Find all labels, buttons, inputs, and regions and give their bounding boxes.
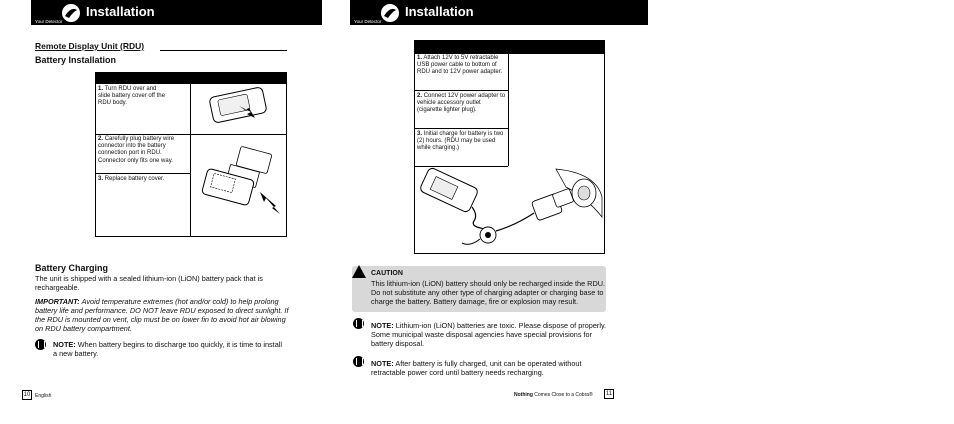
footer-language: English <box>35 393 52 399</box>
charging-cable-illustration <box>416 167 604 253</box>
note-icon <box>35 339 46 350</box>
divider <box>414 90 508 91</box>
important-text: Avoid temperature extremes (hot and/or cold) to help prolong battery life and performance. DO NOT leave RDU exposed to direct sunlight. If the RDU is mounted on vent, clip must be on lower fin to avoid hot air blowing on RDU battery compartment. <box>35 297 289 333</box>
rdu-slide-cover-illustration <box>205 86 273 128</box>
note-icon <box>353 356 364 367</box>
divider <box>95 173 190 174</box>
divider <box>414 128 508 129</box>
left-step-2: 2. Carefully plug battery wire connector into the battery connection port in RDU. Connector only fits one way. <box>98 136 175 164</box>
right-note-1 <box>371 321 607 348</box>
divider <box>190 134 287 135</box>
divider <box>95 134 190 135</box>
right-note-2 <box>371 359 603 377</box>
steps-header <box>415 41 604 54</box>
left-step-1: 1. Turn RDU over and slide battery cover off the RDU body. <box>98 86 165 107</box>
note-label: NOTE: <box>53 340 76 349</box>
right-step-3: 3. Initial charge for battery is two (2) hours. (RDU may be used while charging.) <box>417 131 504 152</box>
note-label: NOTE: <box>371 321 394 330</box>
left-note <box>53 340 285 358</box>
section-underline <box>160 50 287 51</box>
battery-installation-title: Battery Installation <box>35 55 117 65</box>
note-text: When battery begins to discharge too quickly, it is time to install a new battery. <box>53 340 283 358</box>
caution-label: CAUTION <box>371 270 403 277</box>
right-header-bar <box>350 0 648 25</box>
warning-icon <box>352 265 366 278</box>
page-number-right: 11 <box>605 391 613 397</box>
logo-subtitle: Your Detector <box>35 19 63 24</box>
divider <box>190 83 191 237</box>
section-title: Remote Display Unit (RDU) <box>35 41 145 51</box>
note-text: Lithium-ion (LiON) batteries are toxic. Please dispose of properly. Some municipal waste disposal agencies have special provisions for battery disposal. <box>371 321 607 348</box>
rdu-battery-connect-illustration <box>200 146 282 214</box>
page-number-left: 10 <box>23 392 31 398</box>
note-icon <box>353 318 364 329</box>
divider <box>508 53 509 166</box>
footer-tagline: Nothing Comes Close to a Cobra® <box>514 392 593 398</box>
cobra-logo <box>354 2 406 24</box>
page-title: Installation <box>86 4 155 19</box>
logo-subtitle: Your Detector <box>354 19 382 24</box>
page-title: Installation <box>405 4 474 19</box>
left-header-bar <box>31 0 322 25</box>
steps-header <box>96 73 286 84</box>
caution-text: This lithium-ion (LiON) battery should only be recharged inside the RDU. Do not substitute any other type of charging adapter or charging base to charge the battery. Battery damage, fire or explosion may result. <box>371 279 606 306</box>
important-label: IMPORTANT: <box>35 297 80 306</box>
important-paragraph <box>35 297 290 333</box>
right-step-1: 1. Attach 12V to 5V retractable USB power cable to bottom of RDU and to 12V power adapter. <box>417 55 503 76</box>
right-step-2: 2. Connect 12V power adapter to vehicle accessory outlet (cigarette lighter plug). <box>417 93 506 114</box>
cobra-logo <box>35 2 87 24</box>
left-step-3: 3. Replace battery cover. <box>98 176 165 182</box>
note-text: After battery is fully charged, unit can be operated without retractable power cord until battery needs recharging. <box>371 359 582 377</box>
note-label: NOTE: <box>371 359 394 368</box>
charging-text: The unit is shipped with a sealed lithium-ion (LiON) battery pack that is rechargeable. <box>35 274 263 292</box>
battery-charging-title: Battery Charging <box>35 263 109 273</box>
